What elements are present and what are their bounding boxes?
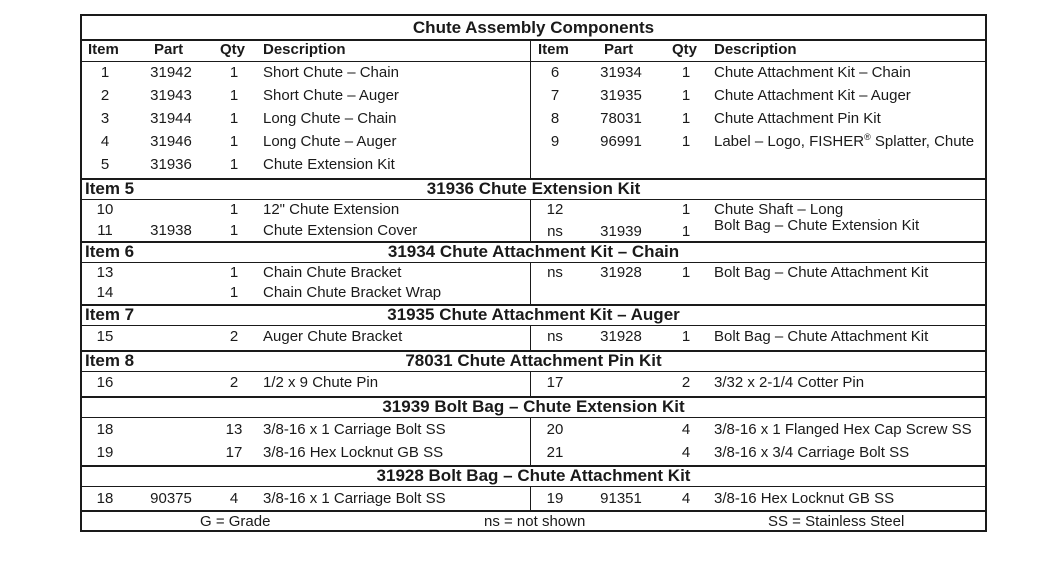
main-right-qty: 1 [681, 133, 691, 150]
row-qty: 1 [229, 201, 239, 218]
row-part: 31928 [600, 264, 642, 281]
main-left-qty: 1 [229, 87, 239, 104]
main-left-desc: Chute Extension Kit [263, 156, 395, 173]
col-header-description-left: Description [263, 41, 346, 58]
row-desc: 3/8-16 x 3/4 Carriage Bolt SS [714, 444, 910, 461]
row-qty: 4 [681, 421, 691, 438]
col-header-qty-left: Qty [220, 41, 246, 58]
section-title-item6: 31934 Chute Attachment Kit – Chain [387, 242, 680, 261]
row-desc: Chute Shaft – Long [714, 201, 844, 218]
main-right-qty: 1 [681, 64, 691, 81]
row-item: 19 [96, 444, 114, 461]
table-title: Chute Assembly Components [412, 18, 655, 37]
main-left-qty: 1 [229, 133, 239, 150]
main-left-qty: 1 [229, 110, 239, 127]
col-header-item-left: Item [88, 41, 119, 58]
row-item: 12 [546, 201, 564, 218]
row-item: ns [547, 223, 563, 240]
main-right-part: 96991 [600, 133, 642, 150]
row-qty: 1 [229, 222, 239, 239]
row-item: 19 [546, 490, 564, 507]
row-qty: 1 [681, 201, 691, 218]
row-desc: 3/8-16 Hex Locknut GB SS [714, 490, 895, 507]
main-left-desc: Short Chute – Chain [263, 64, 399, 81]
main-right-desc: Label – Logo, FISHER® Splatter, Chute [714, 132, 975, 150]
row-desc: 3/8-16 x 1 Carriage Bolt SS [263, 421, 446, 438]
row-desc: 3/8-16 Hex Locknut GB SS [263, 444, 444, 461]
row-item: 18 [96, 421, 114, 438]
row-qty: 2 [681, 374, 691, 391]
main-right-desc: Chute Attachment Kit – Chain [714, 64, 911, 81]
main-left-part: 31944 [150, 110, 192, 127]
section-label-item7: Item 7 [85, 305, 135, 324]
legend-grade: G = Grade [200, 513, 271, 530]
row-qty: 2 [229, 328, 239, 345]
col-header-part-right: Part [604, 41, 634, 58]
row-desc: Bolt Bag – Chute Attachment Kit [714, 328, 929, 345]
col-header-description-right: Description [714, 41, 797, 58]
row-desc: 1/2 x 9 Chute Pin [263, 374, 379, 391]
row-qty: 17 [225, 444, 243, 461]
col-header-item-right: Item [538, 41, 569, 58]
main-left-part: 31936 [150, 156, 192, 173]
row-desc: 3/32 x 2-1/4 Cotter Pin [714, 374, 865, 391]
main-left-qty: 1 [229, 64, 239, 81]
section-title-item8: 78031 Chute Attachment Pin Kit [405, 351, 662, 370]
row-part: 31939 [600, 223, 642, 240]
section-label-item8: Item 8 [85, 351, 135, 370]
row-qty: 1 [681, 264, 691, 281]
row-item: 13 [96, 264, 114, 281]
main-right-item: 9 [550, 133, 560, 150]
main-left-desc: Long Chute – Chain [263, 110, 397, 127]
row-item: 16 [96, 374, 114, 391]
row-qty: 2 [229, 374, 239, 391]
main-left-part: 31946 [150, 133, 192, 150]
row-qty: 4 [229, 490, 239, 507]
row-desc: Chain Chute Bracket [263, 264, 402, 281]
main-left-item: 2 [100, 87, 110, 104]
chute-assembly-table [80, 14, 987, 532]
row-desc: Chute Extension Cover [263, 222, 418, 239]
main-left-item: 1 [100, 64, 110, 81]
row-desc: 3/8-16 x 1 Flanged Hex Cap Screw SS [714, 421, 972, 438]
row-part: 31928 [600, 328, 642, 345]
row-item: ns [547, 264, 563, 281]
row-qty: 1 [681, 223, 691, 240]
row-desc: 12" Chute Extension [263, 201, 400, 218]
section-title-item7: 31935 Chute Attachment Kit – Auger [387, 305, 680, 324]
row-item: ns [547, 328, 563, 345]
section-label-item6: Item 6 [85, 242, 135, 261]
row-qty: 1 [681, 328, 691, 345]
row-item: 21 [546, 444, 564, 461]
legend-stainless: SS = Stainless Steel [768, 513, 905, 530]
section-label-item5: Item 5 [85, 179, 135, 198]
row-desc: Auger Chute Bracket [263, 328, 403, 345]
main-left-part: 31942 [150, 64, 192, 81]
row-item: 17 [546, 374, 564, 391]
main-right-item: 6 [550, 64, 560, 81]
main-left-part: 31943 [150, 87, 192, 104]
row-qty: 4 [681, 490, 691, 507]
main-right-desc: Chute Attachment Kit – Auger [714, 87, 911, 104]
row-item: 20 [546, 421, 564, 438]
row-qty: 1 [229, 284, 239, 301]
main-right-qty: 1 [681, 110, 691, 127]
row-qty: 4 [681, 444, 691, 461]
main-left-item: 4 [100, 133, 110, 150]
row-qty: 13 [225, 421, 243, 438]
row-part: 91351 [600, 490, 642, 507]
section-title-bolt-ext: 31939 Bolt Bag – Chute Extension Kit [382, 397, 685, 416]
row-item: 14 [96, 284, 114, 301]
row-part: 90375 [150, 490, 192, 507]
section-title-bolt-att: 31928 Bolt Bag – Chute Attachment Kit [376, 466, 691, 485]
main-left-item: 5 [100, 156, 110, 173]
main-left-desc: Short Chute – Auger [263, 87, 399, 104]
row-desc: Bolt Bag – Chute Attachment Kit [714, 264, 929, 281]
main-right-part: 78031 [600, 110, 642, 127]
main-right-part: 31935 [600, 87, 642, 104]
col-header-qty-right: Qty [672, 41, 698, 58]
main-right-qty: 1 [681, 87, 691, 104]
main-left-qty: 1 [229, 156, 239, 173]
row-desc: 3/8-16 x 1 Carriage Bolt SS [263, 490, 446, 507]
main-right-desc: Chute Attachment Pin Kit [714, 110, 881, 127]
row-desc: Chain Chute Bracket Wrap [263, 284, 442, 301]
row-desc: Bolt Bag – Chute Extension Kit [714, 217, 920, 234]
row-item: 10 [96, 201, 114, 218]
row-item: 15 [96, 328, 114, 345]
legend-not-shown: ns = not shown [484, 513, 586, 530]
main-left-desc: Long Chute – Auger [263, 133, 397, 150]
main-right-part: 31934 [600, 64, 642, 81]
row-qty: 1 [229, 264, 239, 281]
col-header-part-left: Part [154, 41, 184, 58]
main-right-item: 8 [550, 110, 560, 127]
main-left-item: 3 [100, 110, 110, 127]
section-title-item5: 31936 Chute Extension Kit [426, 179, 641, 198]
main-right-item: 7 [550, 87, 560, 104]
row-item: 11 [97, 222, 113, 239]
row-item: 18 [96, 490, 114, 507]
row-part: 31938 [150, 222, 192, 239]
